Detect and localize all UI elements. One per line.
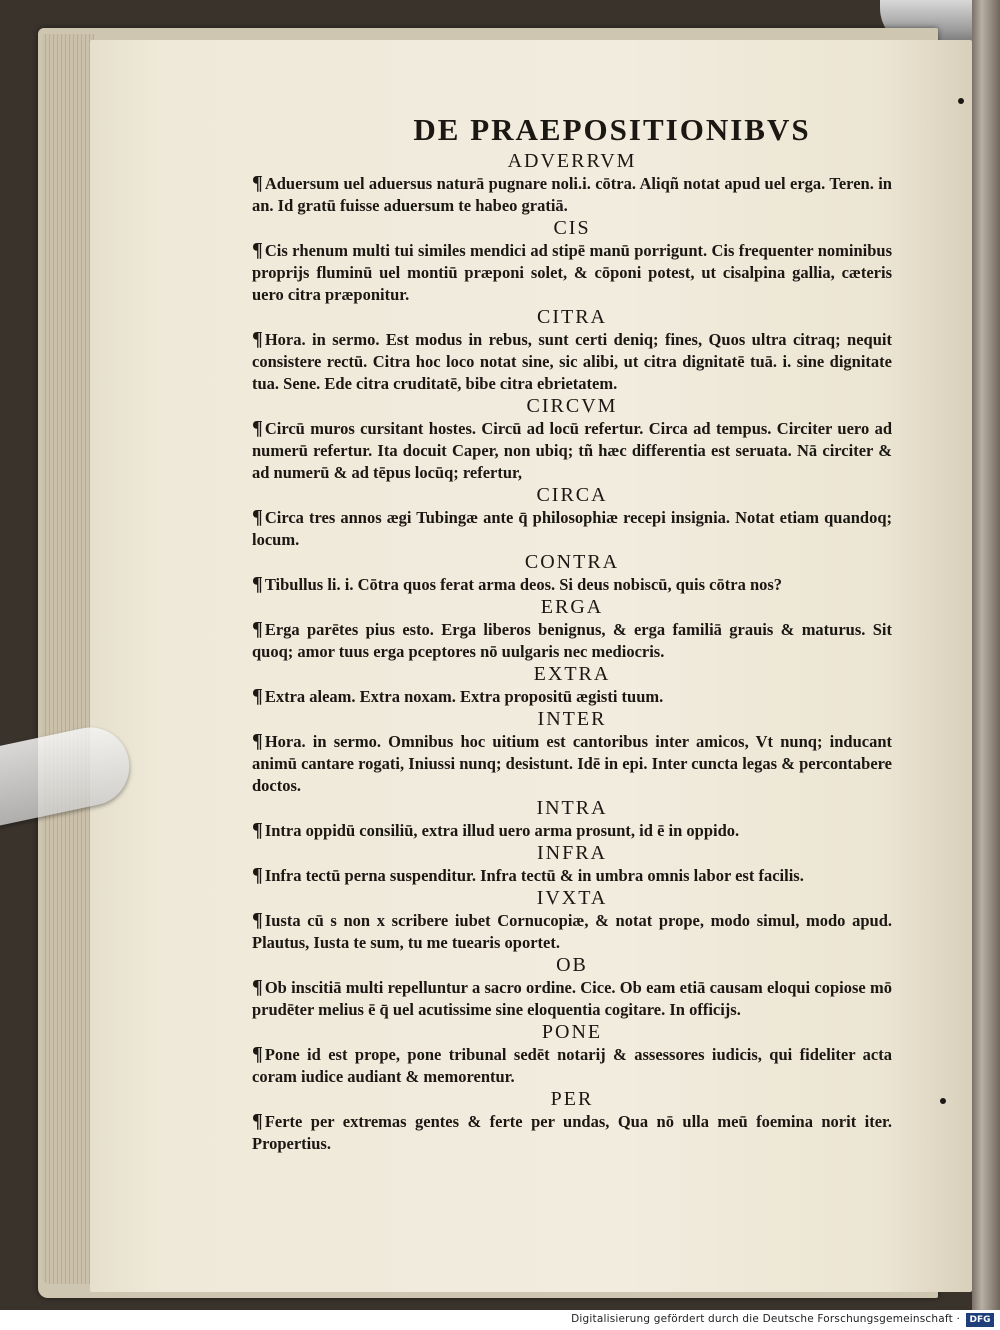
- paragraph-text: Aduersum uel aduersus naturā pugnare noli.i. cōtra. Aliqñ notat apud uel erga. Teren. in an. Id gratū fuisse aduersum te habeo gratiā.: [252, 174, 892, 215]
- page-text: [252, 112, 892, 1155]
- section-paragraph: [252, 239, 892, 306]
- section-paragraph: [252, 618, 892, 663]
- paragraph-text: Erga parētes pius esto. Erga liberos benignus, & erga familiā grauis & maturus. Sit quoq; amor tuus erga pceptores nō uulgaris nec mediocris.: [252, 620, 892, 661]
- section-heading: CIRCA: [536, 484, 608, 506]
- section-heading: INFRA: [536, 842, 607, 864]
- section-heading: PONE: [541, 1021, 603, 1043]
- paragraph-mark-icon: ¶: [252, 819, 263, 841]
- section-heading: CONTRA: [524, 551, 620, 573]
- paragraph-text: Intra oppidū consiliū, extra illud uero arma prosunt, id ē in oppido.: [264, 821, 740, 840]
- section-heading: CIS: [553, 217, 591, 239]
- paragraph-text: Iusta cū s non x scribere iubet Cornucopiæ, & notat prope, modo simul, modo apud. Plautus, Iusta te sum, tu me tuearis oportet.: [252, 911, 892, 952]
- paragraph-mark-icon: ¶: [252, 864, 263, 886]
- running-head: DE PRAEPOSITIONIBVS: [413, 112, 811, 147]
- paragraph-mark-icon: ¶: [252, 573, 263, 595]
- paragraph-text: Hora. in sermo. Omnibus hoc uitium est cantoribus inter amicos, Vt nunq; inducant animū cantare rogati, Iniussi nunq; desistunt. Idē in epi. Inter cuncta legas & percontabere doctos.: [252, 732, 892, 795]
- section-heading: ERGA: [540, 596, 604, 618]
- section-paragraph: [252, 976, 892, 1021]
- paragraph-mark-icon: ¶: [252, 618, 263, 640]
- section-paragraph: [252, 328, 892, 395]
- paragraph-mark-icon: ¶: [252, 506, 263, 528]
- section-paragraph: [252, 1043, 892, 1088]
- section-heading: INTER: [537, 708, 607, 730]
- paragraph-mark-icon: ¶: [252, 909, 263, 931]
- paragraph-mark-icon: ¶: [252, 730, 263, 752]
- section-heading: CIRCVM: [526, 395, 618, 417]
- paragraph-mark-icon: ¶: [252, 417, 263, 439]
- paragraph-text: Circa tres annos ægi Tubingæ ante q̄ philosophiæ recepi insignia. Notat etiam quandoq; locum.: [252, 508, 892, 549]
- section-paragraph: [252, 573, 892, 596]
- section-paragraph: [252, 685, 892, 708]
- section-paragraph: [252, 819, 892, 842]
- paragraph-mark-icon: ¶: [252, 239, 263, 261]
- footer-credit: Digitalisierung gefördert durch die Deutsche Forschungsgemeinschaft ·: [571, 1313, 960, 1325]
- page-mark-dot: [958, 98, 964, 104]
- section-heading: CITRA: [537, 306, 607, 328]
- section-paragraph: [252, 172, 892, 217]
- dfg-logo: DFG: [966, 1313, 994, 1327]
- paragraph-mark-icon: ¶: [252, 1110, 263, 1132]
- paragraph-mark-icon: ¶: [252, 685, 263, 707]
- paragraph-mark-icon: ¶: [252, 172, 263, 194]
- section-heading: OB: [556, 954, 588, 976]
- book-spine: [972, 0, 1000, 1310]
- page-stack-edge: [42, 34, 94, 1284]
- section-paragraph: [252, 909, 892, 954]
- section-heading: PER: [550, 1088, 594, 1110]
- section-paragraph: [252, 417, 892, 484]
- paragraph-text: Cis rhenum multi tui similes mendici ad stipē manū porrigunt. Cis frequenter nominibus proprijs fluminū uel montiū præponi solet, & cōponi potest, ut cisalpina gallia, cæteris uero citra præponitur.: [252, 241, 892, 304]
- paragraph-text: Circū muros cursitant hostes. Circū ad locū refertur. Circa ad tempus. Circiter uero ad numerū refertur. Ita docuit Caper, non ubiq; tñ hæc differentia est seruata. Nā circiter & ad numerū & ad tēpus locūq; refertur,: [252, 419, 892, 482]
- paragraph-mark-icon: ¶: [252, 1043, 263, 1065]
- section-heading: INTRA: [536, 797, 608, 819]
- section-heading: ADVERRVM: [507, 150, 637, 172]
- paragraph-text: Pone id est prope, pone tribunal sedēt notarij & assessores iudicis, qui fideliter acta coram iudice audiant & memorentur.: [252, 1045, 892, 1086]
- paragraph-mark-icon: ¶: [252, 976, 263, 998]
- section-paragraph: [252, 506, 892, 551]
- section-heading: EXTRA: [533, 663, 611, 685]
- section-paragraph: [252, 1110, 892, 1155]
- page-mark-dot: [940, 1098, 946, 1104]
- section-paragraph: [252, 864, 892, 887]
- paragraph-text: Tibullus li. i. Cōtra quos ferat arma deos. Si deus nobiscū, quis cōtra nos?: [264, 575, 783, 594]
- section-heading: IVXTA: [536, 887, 608, 909]
- paragraph-text: Extra aleam. Extra noxam. Extra propositū ægisti tuum.: [264, 687, 664, 706]
- paragraph-text: Hora. in sermo. Est modus in rebus, sunt certi deniq; fines, Quos ultra citraq; nequit consistere rectū. Citra hoc loco notat sine, sic alibi, ut citra dignitatē tuā. i. sine dignitate tua. Sene. Ede citra cruditatē, bibe citra ebrietatem.: [252, 330, 892, 393]
- paragraph-text: Ob inscitiā multi repelluntur a sacro ordine. Cice. Ob eam etiā causam eloqui copiose mō prudēter melius ē q̄ uel acutissime sine eloquentia cogitare. In officijs.: [252, 978, 892, 1019]
- footer-bar: [0, 1310, 1000, 1330]
- sections-container: [252, 150, 892, 1155]
- paragraph-mark-icon: ¶: [252, 328, 263, 350]
- section-paragraph: [252, 730, 892, 797]
- paragraph-text: Infra tectū perna suspenditur. Infra tectū & in umbra omnis labor est facilis.: [264, 866, 804, 885]
- paragraph-text: Ferte per extremas gentes & ferte per undas, Qua nō ulla meū foemina norit iter. Propertius.: [252, 1112, 892, 1153]
